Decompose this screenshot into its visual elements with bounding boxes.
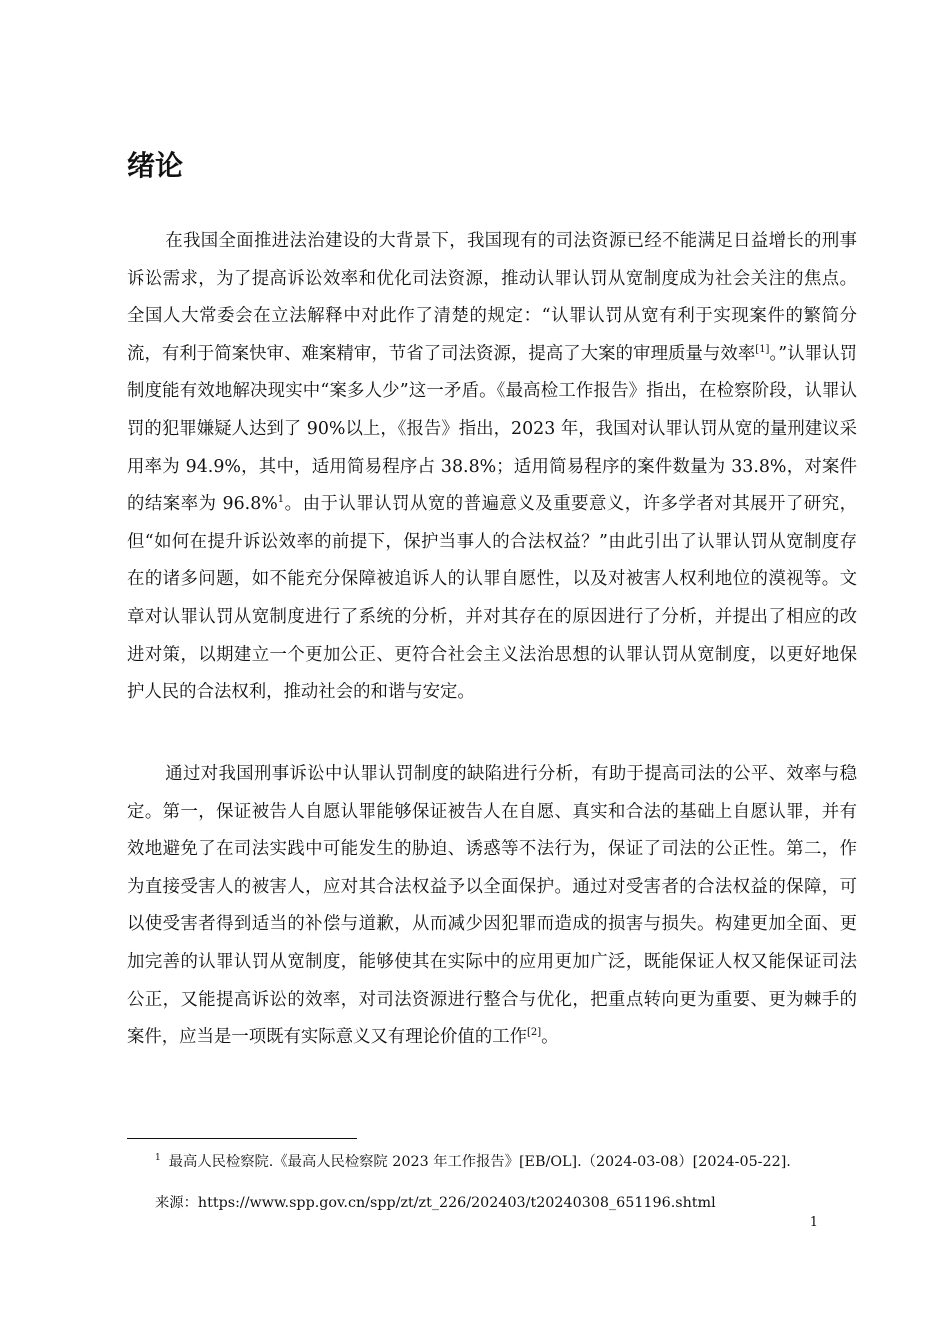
footnote-source[interactable]: 来源：https://www.spp.gov.cn/spp/zt/zt_226/202403/t20240308_651196.shtml	[155, 1195, 716, 1211]
paragraph-text: 通过对我国刑事诉讼中认罪认罚制度的缺陷进行分析，有助于提高司法的公平、效率与稳定。第一，保证被告人自愿认罪能够保证被告人在自愿、真实和合法的基础上自愿认罪，并有效地避免了在司法实践中可能发生的胁迫、诱惑等不法行为，保证了司法的公正性。第二，作为直接受害人的被害人，应对其合法权益予以全面保护。通过对受害者的合法权益的保障，可以使受害者得到适当的补偿与道歉，从而减少因犯罪而造成的损害与损失。构建更加全面、更加完善的认罪认罚从宽制度，能够使其在实际中的应用更加广泛，既能保证人权又能保证司法公正，又能提高诉讼的效率，对司法资源进行整合与优化，把重点转向更为重要、更为棘手的案件，应当是一项既有实际意义又有理论价值的工作	[127, 764, 857, 1048]
citation-ref-2[interactable]: [2]	[527, 1027, 542, 1039]
citation-ref-1[interactable]: [1]	[755, 343, 770, 355]
paragraph-text: 。由于认罪认罚从宽的普遍意义及重要意义，许多学者对其展开了研究，但“如何在提升诉讼效率的前提下，保护当事人的合法权益？”由此引出了认罪认罚从宽制度存在的诸多问题，如不能充分保障被追诉人的认罪自愿性，以及对被害人权利地位的漠视等。文章对认罪认罚从宽制度进行了系统的分析，并对其存在的原因进行了分析，并提出了相应的改进对策，以期建立一个更加公正、更符合社会主义法治思想的认罪认罚从宽制度，以更好地保护人民的合法权利，推动社会的和谐与安定。	[127, 494, 857, 703]
page-number: 1	[809, 1215, 818, 1230]
footnote-marker: 1	[155, 1153, 161, 1164]
body-paragraph-1	[127, 223, 857, 712]
section-heading: 绪论	[127, 149, 184, 182]
paragraph-text: 。	[541, 1027, 559, 1048]
footnote-citation	[155, 1152, 845, 1172]
footnote-citation-text: 最高人民检察院.《最高人民检察院 2023 年工作报告》[EB/OL].（2024-03-08）[2024-05-22].	[168, 1154, 791, 1170]
paragraph-text: 。”认罪认罚制度能有效地解决现实中“案多人少”这一矛盾。《最高检工作报告》指出，在检察阶段，认罪认罚的犯罪嫌疑人达到了 90%以上，《报告》指出，2023 年，我国对认罪认罚从宽的量刑建议采用率为 94.9%，其中，适用简易程序占 38.8%；适用简易程序的案件数量为 33.8%，对案件的结案率为 96.8%	[127, 343, 857, 515]
footnote-ref-1[interactable]: 1	[277, 494, 285, 506]
body-paragraph-2	[127, 756, 857, 1057]
paragraph-text: 在我国全面推进法治建设的大背景下，我国现有的司法资源已经不能满足日益增长的刑事诉讼需求，为了提高诉讼效率和优化司法资源，推动认罪认罚从宽制度成为社会关注的焦点。全国人大常委会在立法解释中对此作了清楚的规定：“认罪认罚从宽有利于实现案件的繁简分流，有利于简案快审、难案精审，节省了司法资源，提高了大案的审理质量与效率	[127, 231, 857, 364]
footnote-separator	[127, 1138, 357, 1139]
